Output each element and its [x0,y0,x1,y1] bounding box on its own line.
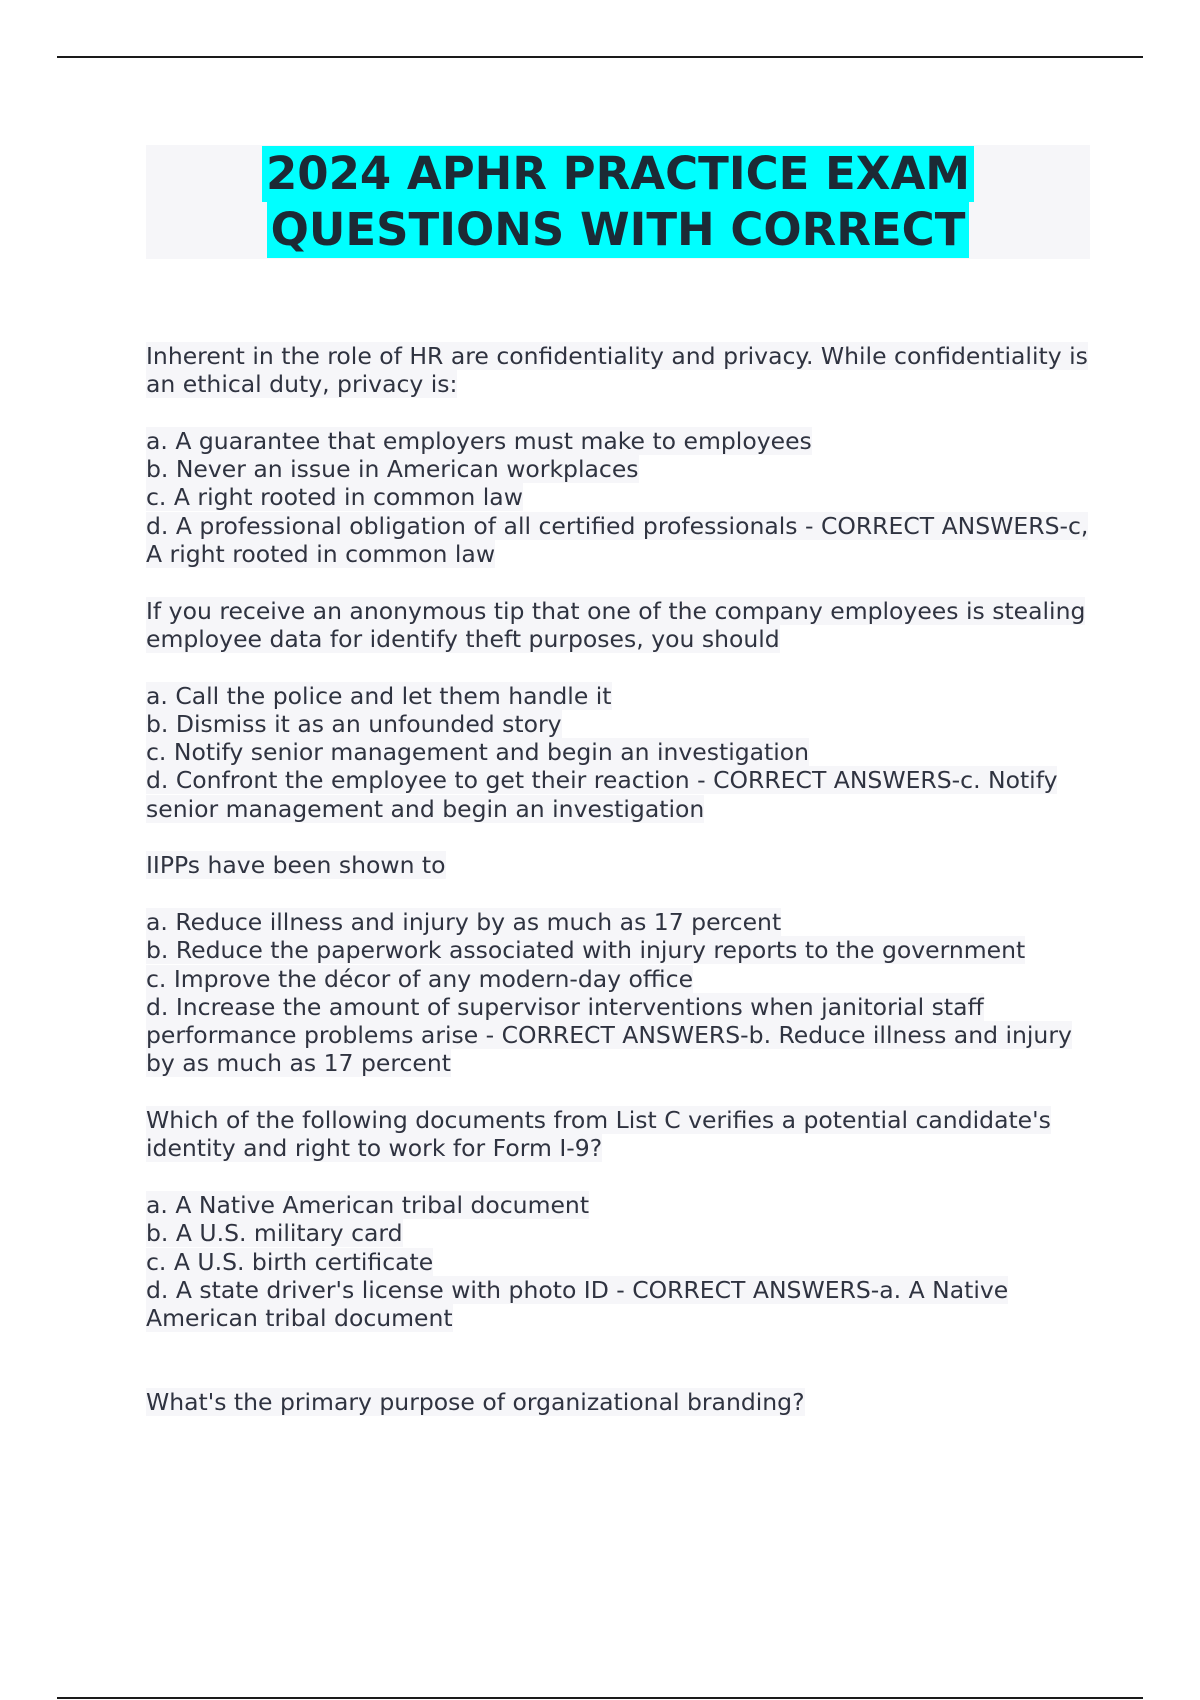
option-b: b. A U.S. military card [146,1219,403,1248]
option-c: c. A right rooted in common law [146,483,523,512]
title-line-2: QUESTIONS WITH CORRECT [267,202,970,258]
option-c: c. Notify senior management and begin an investigation [146,738,810,767]
question-text: Which of the following documents from List C verifies a potential candidate's identity and right to work for Form I-9? [146,1106,1051,1163]
option-b: b. Dismiss it as an unfounded story [146,709,562,738]
bottom-rule [57,1697,1143,1699]
option-a: a. Reduce illness and injury by as much as 17 percent [146,907,782,936]
question-list [146,342,1090,1445]
option-d-with-answer: d. A state driver's license with photo ID - CORRECT ANSWERS-a. A Native American tribal document [146,1275,1009,1333]
title-line-1: 2024 APHR PRACTICE EXAM [262,146,974,202]
option-d-with-answer: d. Confront the employee to get their reaction - CORRECT ANSWERS-c. Notify senior management and begin an investigation [146,766,1058,823]
option-c: c. A U.S. birth certificate [146,1247,434,1276]
question-text-final: What's the primary purpose of organizational branding? [146,1388,805,1417]
question-block-3 [146,851,1090,1077]
question-text: IIPPs have been shown to [146,851,446,880]
question-text: Inherent in the role of HR are confidentiality and privacy. While confidentiality is an ethical duty, privacy is: [146,342,1088,399]
option-a: a. A guarantee that employers must make to employees [146,426,812,455]
document-title [146,145,1090,259]
option-d-with-answer: d. A professional obligation of all certified professionals - CORRECT ANSWERS-c, A right rooted in common law [146,511,1089,569]
question-block-2 [146,597,1090,823]
option-c: c. Improve the décor of any modern-day office [146,964,694,993]
option-a: a. Call the police and let them handle it [146,681,612,710]
top-rule [57,56,1143,58]
question-block-1 [146,342,1090,568]
option-a: a. A Native American tribal document [146,1190,590,1219]
question-block-4 [146,1106,1090,1332]
option-d-with-answer: d. Increase the amount of supervisor interventions when janitorial staff performance problems arise - CORRECT ANSWERS-b. Reduce illness and injury by as much as 17 percent [146,992,1072,1078]
option-b: b. Never an issue in American workplaces [146,455,639,484]
option-b: b. Reduce the paperwork associated with injury reports to the government [146,936,1026,965]
question-text: If you receive an anonymous tip that one of the company employees is stealing employee data for identify theft purposes, you should [146,596,1086,653]
